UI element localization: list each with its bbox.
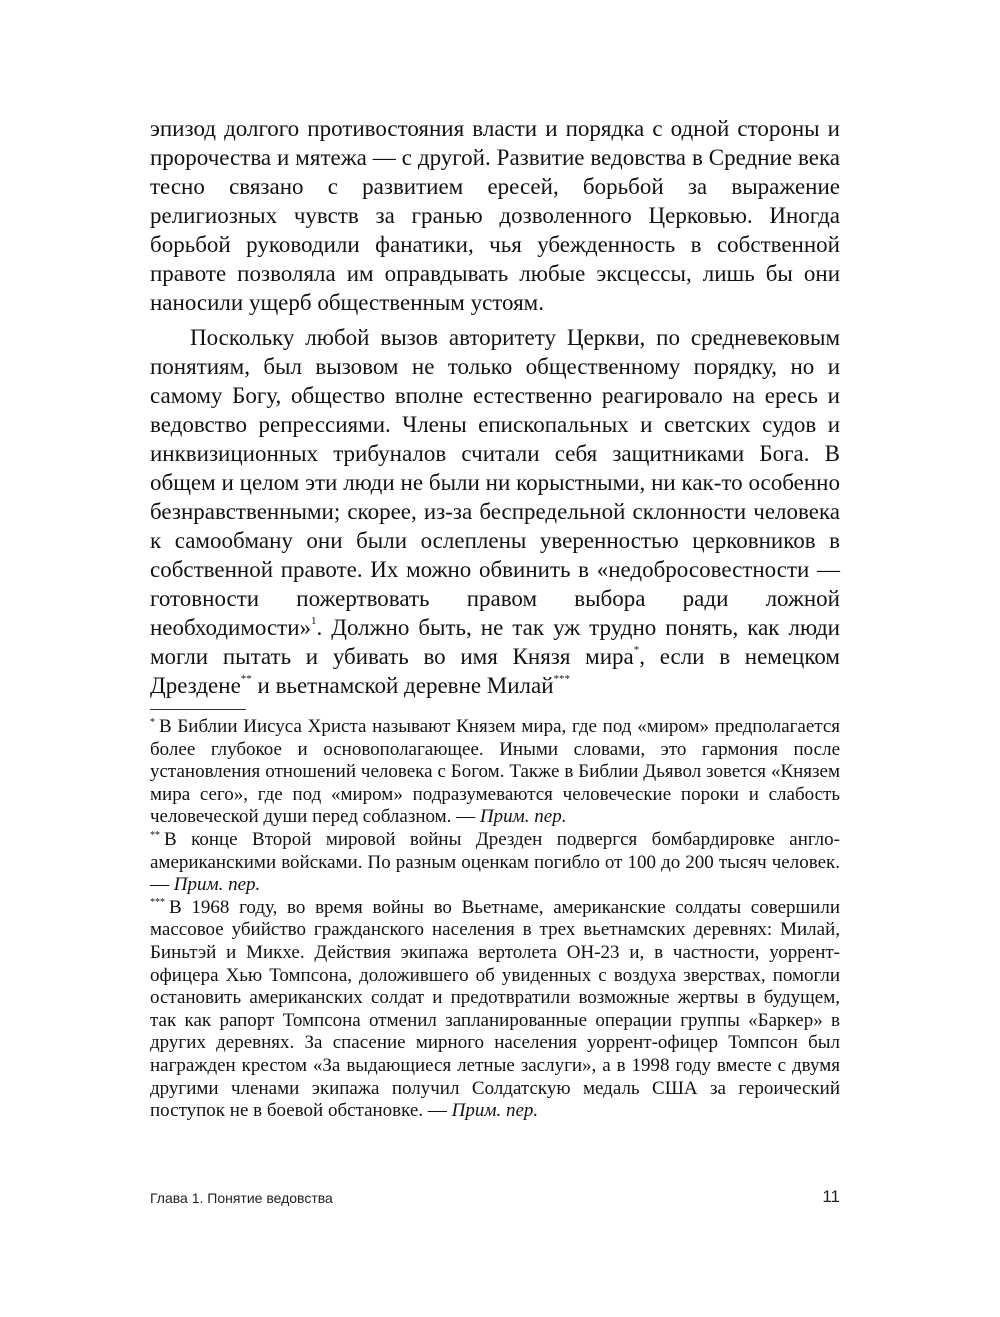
footnote-ref-3: *** (553, 673, 571, 686)
footnote-ref-2: ** (240, 673, 252, 686)
paragraph-2 (150, 323, 840, 700)
page-number: 11 (822, 1187, 840, 1206)
translator-note: Прим. пер. (479, 806, 567, 828)
paragraph-2-part-c: , если в немецком Дрездене (150, 644, 840, 698)
footnotes (150, 716, 840, 1123)
footnote-3 (150, 897, 840, 1123)
footnote-divider (150, 709, 246, 710)
footnote-ref-1: * (633, 644, 640, 657)
footnote-mark: ** (150, 829, 160, 841)
footnote-text: В Библии Иисуса Христа называют Князем мира, где под «миром» предполагается более глубокое и основополагающее. Иными словами, это гармония после установления отношений человека с Богом. Также в Библии Дьявол зовется «Князем мира сего», где под «миром» подразумеваются человеческие пороки и слабость человеческой души перед соблазном. — (150, 716, 840, 828)
endnote-ref-1: 1 (311, 615, 317, 628)
footnote-2 (150, 829, 840, 897)
footnote-1 (150, 716, 840, 829)
paragraph-1: эпизод долгого противостояния власти и порядка с одной стороны и пророчества и мятежа — с другой. Развитие ведовства в Средние века тесно связано с развитием ересей, борьбой за выражение религиозных чувств за гранью дозволенного Церковью. Иногда борьбой руководили фанатики, чья убежденность в собственной правоте позволяла им оправдывать любые эксцессы, лишь бы они наносили ущерб общественным устоям. (150, 116, 840, 315)
paragraph-2-part-a: Поскольку любой вызов авторитету Церкви, по средневековым понятиям, был вызовом не только общественному порядку, но и самому Богу, общество вполне естественно реагировало на ересь и ведовство репрессиями. Члены епископальных и светских судов и инквизиционных трибуналов считали себя защитниками Бога. В общем и целом эти люди не были ни корыстными, ни как-то особенно безнравственными; скорее, из-за беспредельной склонности человека к самообману они были ослеплены уверенностью церковников в собственной правоте. Их можно обвинить в «недобросовестности — готовности пожертвовать правом выбора ради ложной необходимости» (150, 325, 840, 640)
paragraph-2-part-d: и вьетнамской деревне Милай (251, 673, 554, 698)
footnote-mark: * (150, 716, 155, 728)
chapter-footer: Глава 1. Понятие ведовства (150, 1190, 333, 1206)
translator-note: Прим. пер. (451, 1100, 539, 1122)
main-text (150, 114, 840, 700)
translator-note: Прим. пер. (173, 874, 261, 896)
footnote-text: В конце Второй мировой войны Дрезден подвергся бомбардировке англо-американскими войсками. По разным оценкам погибло от 100 до 200 тысяч человек. — (150, 828, 840, 896)
paragraph-2-part-b: . Должно быть, не так уж трудно понять, как люди могли пытать и убивать во имя Князя мира (150, 615, 840, 669)
footnote-mark: *** (150, 897, 165, 909)
footnote-text: В 1968 году, во время войны во Вьетнаме, американские солдаты совершили массовое убийство гражданского населения в трех вьетнамских деревнях: Милай, Биньтэй и Микхе. Действия экипажа вертолета OH-23 и, в частности, уоррент-офицера Хью Томпсона, доложившего об увиденных с воздуха зверствах, помогли остановить американских солдат и предотвратили возможные жертвы в будущем, так как рапорт Томпсона отменил запланированные операции группы «Баркер» в других деревнях. За спасение мирного населения уоррент-офицер Томпсон был награжден крестом «За выдающиеся летные заслуги», а в 1998 году вместе с двумя другими членами экипажа получил Солдатскую медаль США за героический поступок не в боевой обстановке. — (150, 896, 840, 1122)
